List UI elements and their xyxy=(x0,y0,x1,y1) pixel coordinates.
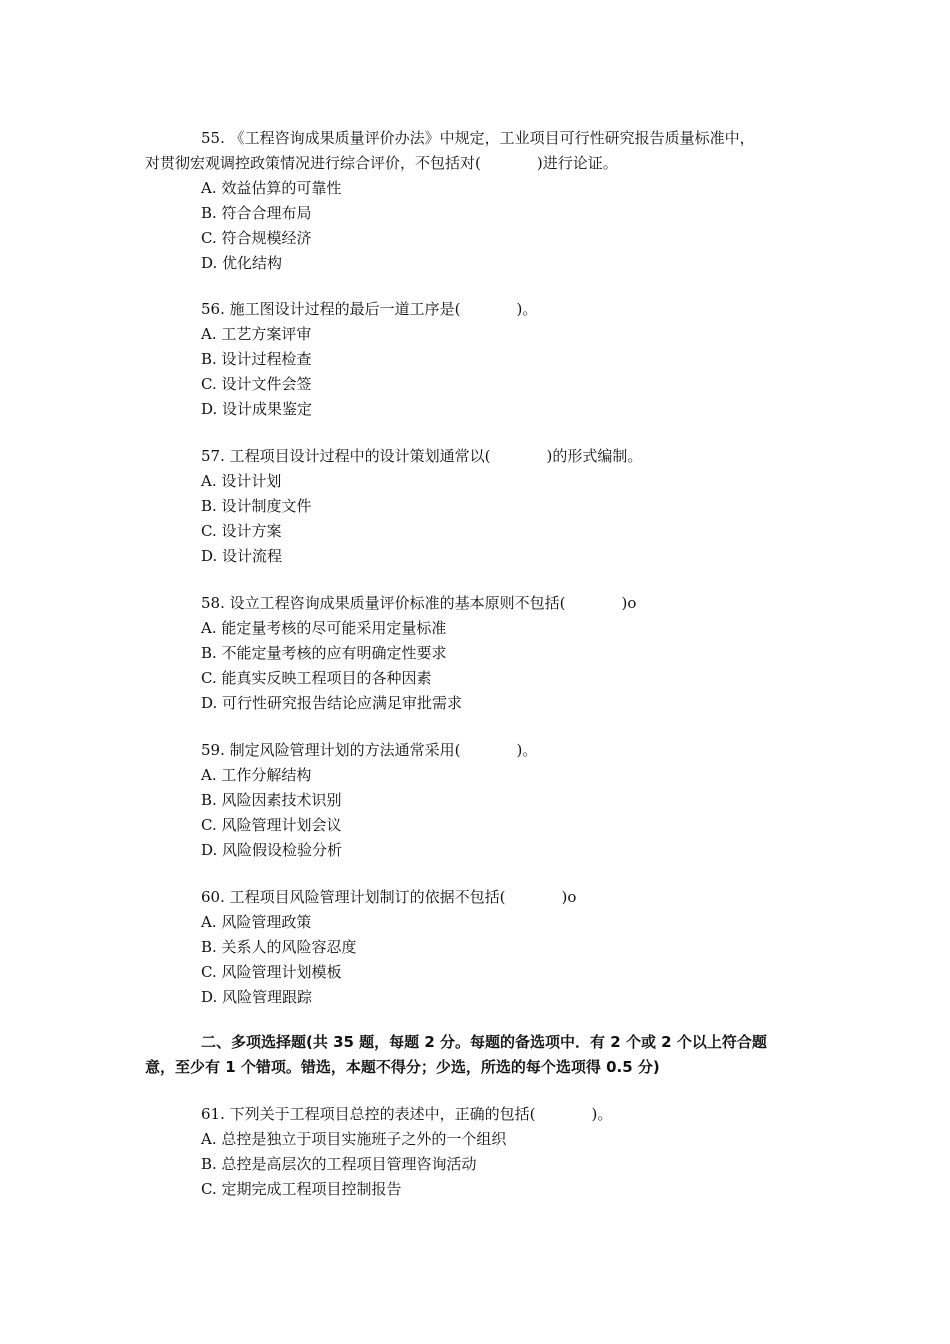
question-59 xyxy=(0,738,950,863)
option-a: A. 工艺方案评审 xyxy=(201,325,312,343)
question-55 xyxy=(0,126,950,276)
option-c: C. 风险管理计划会议 xyxy=(201,816,342,834)
option-d: D. 风险管理跟踪 xyxy=(201,988,313,1006)
option-b: B. 设计过程检查 xyxy=(201,350,312,368)
option-a: A. 效益估算的可靠性 xyxy=(201,179,342,197)
section-heading-line-2: 意，至少有 1 个错项。错选，本题不得分；少选，所选的每个选项得 0.5 分) xyxy=(145,1058,660,1076)
stem-line-1: 55. 《工程咨询成果质量评价办法》中规定，工业项目可行性研究报告质量标准中， xyxy=(201,129,755,147)
option-a: A. 总控是独立于项目实施班子之外的一个组织 xyxy=(201,1130,507,1148)
option-c: C. 设计文件会签 xyxy=(201,375,312,393)
question-60 xyxy=(0,885,950,1010)
question-stem: 59. 制定风险管理计划的方法通常采用( )。 xyxy=(201,741,538,759)
option-c: C. 能真实反映工程项目的各种因素 xyxy=(201,669,432,687)
section-heading-line-1: 二、多项选择题(共 35 题，每题 2 分。每题的备选项中．有 2 个或 2 个以上符合题 xyxy=(201,1033,767,1051)
option-d: D. 设计流程 xyxy=(201,547,283,565)
question-stem: 57. 工程项目设计过程中的设计策划通常以( )的形式编制。 xyxy=(201,447,643,465)
option-b: B. 设计制度文件 xyxy=(201,497,312,515)
section-heading xyxy=(0,1030,950,1080)
question-61 xyxy=(0,1102,950,1202)
option-b: B. 关系人的风险容忍度 xyxy=(201,938,357,956)
option-b: B. 不能定量考核的应有明确定性要求 xyxy=(201,644,447,662)
stem-line-2: 对贯彻宏观调控政策情况进行综合评价，不包括对( )进行论证。 xyxy=(145,154,618,172)
option-d: D. 设计成果鉴定 xyxy=(201,400,313,418)
option-a: A. 工作分解结构 xyxy=(201,766,312,784)
option-c: C. 定期完成工程项目控制报告 xyxy=(201,1180,402,1198)
option-c: C. 风险管理计划模板 xyxy=(201,963,342,981)
question-stem: 61. 下列关于工程项目总控的表述中，正确的包括( )。 xyxy=(201,1105,613,1123)
option-a: A. 能定量考核的尽可能采用定量标准 xyxy=(201,619,447,637)
question-stem xyxy=(0,126,950,176)
question-56 xyxy=(0,297,950,422)
question-stem: 58. 设立工程咨询成果质量评价标准的基本原则不包括( )o xyxy=(201,594,637,612)
option-a: A. 设计计划 xyxy=(201,472,282,490)
question-stem: 60. 工程项目风险管理计划制订的依据不包括( )o xyxy=(201,888,577,906)
option-a: A. 风险管理政策 xyxy=(201,913,312,931)
option-c: C. 设计方案 xyxy=(201,522,282,540)
option-d: D. 风险假设检验分析 xyxy=(201,841,343,859)
option-b: B. 总控是高层次的工程项目管理咨询活动 xyxy=(201,1155,477,1173)
option-b: B. 风险因素技术识别 xyxy=(201,791,342,809)
option-b: B. 符合合理布局 xyxy=(201,204,312,222)
question-58 xyxy=(0,591,950,716)
option-d: D. 可行性研究报告结论应满足审批需求 xyxy=(201,694,463,712)
question-stem: 56. 施工图设计过程的最后一道工序是( )。 xyxy=(201,300,538,318)
question-57 xyxy=(0,444,950,569)
option-c: C. 符合规模经济 xyxy=(201,229,312,247)
option-d: D. 优化结构 xyxy=(201,254,283,272)
